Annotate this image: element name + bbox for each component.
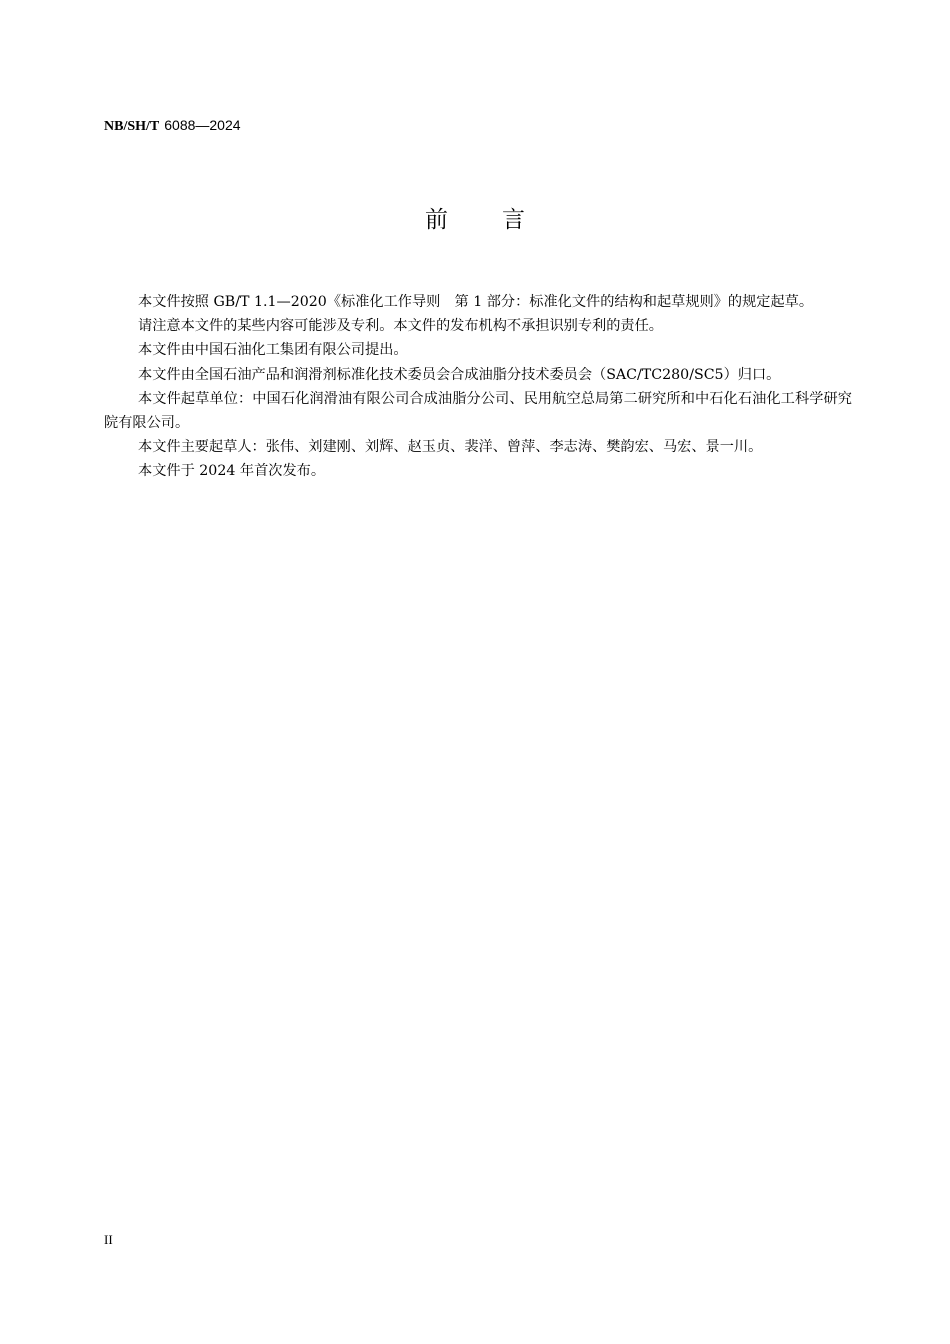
document-code-prefix: NB/SH/T (104, 119, 160, 134)
paragraph-publication: 本文件于 2024 年首次发布。 (138, 463, 326, 480)
paragraph-proposer: 本文件由中国石油化工集团有限公司提出。 (138, 342, 408, 359)
paragraph-drafting-units: 本文件起草单位：中国石化润滑油有限公司合成油脂分公司、民用航空总局第二研究所和中石化石油化工科学研究院有限公司。 (104, 390, 852, 432)
document-code (104, 116, 241, 136)
foreword-body (104, 290, 852, 484)
paragraph-patent-notice: 请注意本文件的某些内容可能涉及专利。本文件的发布机构不承担识别专利的责任。 (138, 318, 663, 335)
paragraph-drafters: 本文件主要起草人：张伟、刘建刚、刘辉、赵玉贞、裴洋、曾萍、李志涛、樊韵宏、马宏、景一川。 (138, 439, 763, 456)
paragraph-drafting-rules: 本文件按照 GB/T 1.1—2020《标准化工作导则 第 1 部分：标准化文件的结构和起草规则》的规定起草。 (138, 294, 814, 310)
section-title: 前言 (425, 207, 579, 233)
paragraph-responsible-committee: 本文件由全国石油产品和润滑剂标准化技术委员会合成油脂分技术委员会（SAC/TC280/SC5）归口。 (138, 366, 781, 383)
document-code-number: 6088—2024 (164, 117, 241, 133)
page-number: II (104, 1232, 113, 1247)
